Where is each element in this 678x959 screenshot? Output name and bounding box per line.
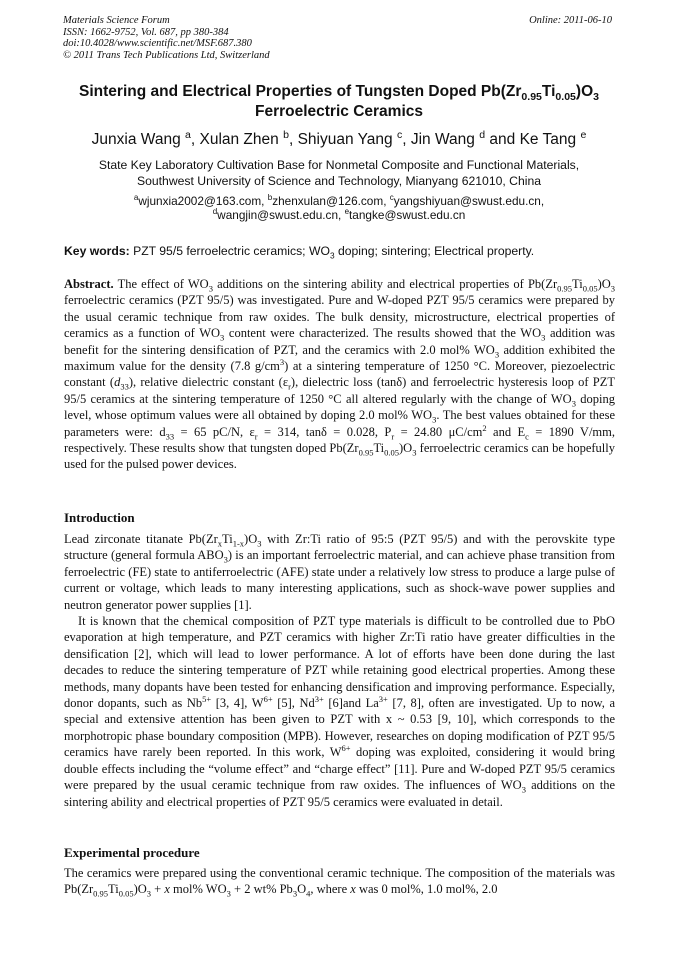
journal-name: Materials Science Forum bbox=[63, 15, 170, 26]
email-c[interactable]: yangshiyuan@swust.edu.cn, bbox=[393, 194, 545, 208]
page-header bbox=[63, 15, 612, 61]
online-date: Online: 2011-06-10 bbox=[529, 15, 612, 26]
section-heading-introduction: Introduction bbox=[64, 510, 135, 525]
author-list bbox=[20, 128, 658, 149]
email-a[interactable]: wjunxia2002@163.com, bbox=[138, 194, 268, 208]
section-heading-experimental: Experimental procedure bbox=[64, 845, 200, 860]
email-d[interactable]: wangjin@swust.edu.cn, bbox=[217, 207, 345, 222]
author: Jin Wang $^d$ and bbox=[410, 128, 520, 148]
issn: ISSN: 1662-9752, Vol. 687, pp 380-384 bbox=[63, 26, 229, 38]
email-e[interactable]: tangke@swust.edu.cn bbox=[349, 207, 466, 222]
author: Shiyuan Yang $^c$, bbox=[297, 128, 411, 148]
author: Ke Tang $^e$ bbox=[519, 128, 587, 148]
email-b[interactable]: zhenxulan@126.com, bbox=[272, 194, 390, 208]
keywords: Key words: PZT 95/5 ferroelectric ceramics; $WO_3$ doping; sintering; Electrical property. bbox=[64, 244, 535, 261]
author-emails: $^a$wjunxia2002@163.com, $^b$zhenxulan@126.com, $^c$yangshiyuan@swust.edu.cn, $^d$wangjin@swust.edu.cn, $^e$tangke@swust.edu.cn bbox=[133, 193, 545, 222]
paper-title: Sintering and Electrical Properties of Tungsten Doped $Pb(Zr_{0.95}Ti_{0.05})O_3$ Ferroelectric Ceramics bbox=[79, 83, 599, 120]
author: Junxia Wang $^a$, bbox=[91, 128, 200, 148]
abstract: Abstract. The effect of $WO_3$ additions on the sintering ability and electrical properties of $Pb(Zr_{0.95}Ti_{0.05})O_3$ ferroelectric ceramics (PZT 95/5) was investigated. Pure and W-doped PZT 95/5 ceramics were prepared by the usual ceramic technique from raw oxides. The bulk density, microstructure, electrical properties of ceramics as a function of $WO_3$ content were characterized. The results showed that the $WO_3$ addition was benefit for the sintering densification of PZT, and the ceramics with 2.0 mol% $WO_3$ addition exhibited the maximum value for the density (7.8 $g/cm^3$) at a sintering temperature of 1250 °C. Moreover, piezoelectric constant $(d_{33})$, relative dielectric constant $(\varepsilon_r)$, dielectric loss (tanδ) and ferroelectric hysteresis loop of PZT 95/5 ceramics at the sintering temperature of 1250 °C all altered regularly with the change of $WO_3$ doping level, whose optimum values were all obtained by doping 2.0 mol% $WO_3$. The best values obtained for these parameters were: $d_{33} = 65$ pC/N, $\varepsilon_r = 314$, tanδ = 0.028, $P_r = 24.80$ $\mu C/cm^2$ and $E_c = 1890$ V/mm, respectively. These results show that tungsten doped $Pb(Zr_{0.95}Ti_{0.05})O_3$ ferroelectric ceramics can be hopefully used for the pulsed power devices. bbox=[64, 277, 616, 472]
introduction-text: Lead zirconate titanate $Pb(Zr_xTi_{1-x})O_3$ with Zr:Ti ratio of 95:5 (PZT 95/5) and with the perovskite type structure (general formula $ABO_3$) is an important ferroelectric material, and can achieve phase transition from ferroelectric (FE) state to antiferroelectric (AFE) state under a relatively low stress to produce a large pulse of current or voltage, which leads to many interesting applications, such as shock-wave power supplies and neutron generator power supplies [1]. It is known that the chemical composition of PZT type materials is difficult to be controlled due to PbO evaporation at high temperature, and PZT ceramics with higher Zr:Ti ratio have greater difficulties in the densification [2], which will lead to lower performance. A lot of efforts have been done during the last decades to reduce the sintering temperature of PZT while retaining good electrical properties. Among these methods, many dopants have been tested for enhancing densification and improving performance. Especially, donor dopants, such as $Nb^{5+}$ [3, 4], $W^{6+}$ [5], $Nd^{3+}$ [6]and $La^{3+}$ [7, 8], often are investigated. Up to now, a special and extensive attention has been given to PZT with x ~ 0.53 [9, 10], which corresponds to the morphotropic phase boundary composition (MPB). However, researches on doping modification of PZT 95/5 ceramics have rarely been reported. In this work, $W^{6+}$ doping was exploited, considering it would bring double effects including the “volume effect” and “charge effect” [11]. Pure and W-doped PZT 95/5 ceramics were prepared by the usual ceramic technique from raw oxides. The influences of $WO_3$ additions on the sintering ability and electrical properties of PZT 95/5 ceramics were evaluated in detail. bbox=[64, 532, 616, 809]
experimental-text: The ceramics were prepared using the conventional ceramic technique. The composition of the materials was $Pb(Zr_{0.95}Ti_{0.05})O_3 + x$ mol% $WO_3 + 2$ wt% $Pb_3O_4$, where x was 0 mol%, 1.0 mol%, 2.0 bbox=[64, 866, 615, 899]
author: Xulan Zhen $^b$, bbox=[199, 128, 298, 148]
copyright: © 2011 Trans Tech Publications Ltd, Switzerland bbox=[63, 49, 270, 61]
doi: doi:10.4028/www.scientific.net/MSF.687.380 bbox=[63, 38, 252, 49]
affiliation: State Key Laboratory Cultivation Base for Nonmetal Composite and Functional Materials, Southwest University of Science and Technology, Mianyang 621010, China bbox=[98, 158, 580, 188]
